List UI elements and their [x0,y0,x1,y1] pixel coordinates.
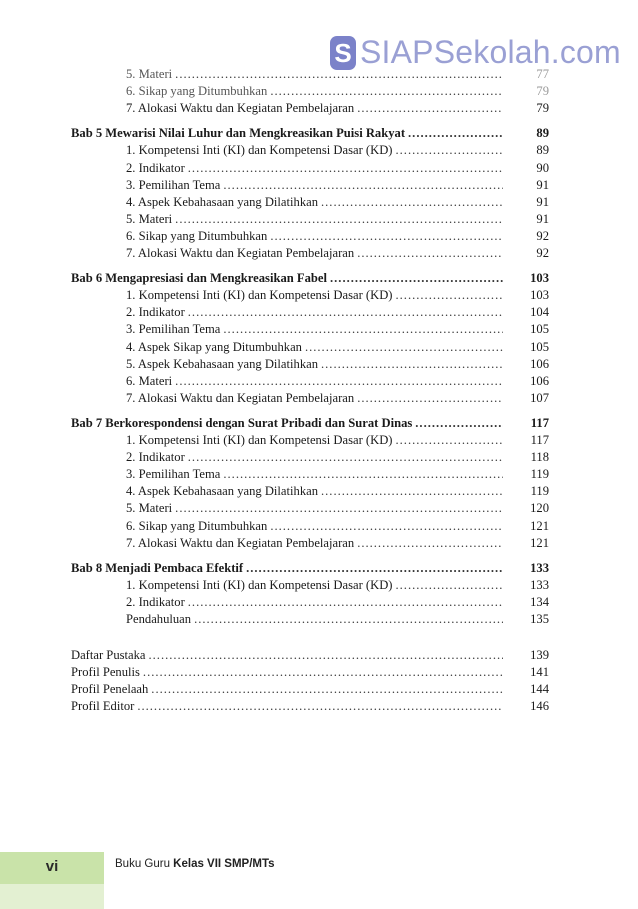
toc-page-number: 79 [536,84,549,99]
toc-entry-title: 1. Kompetensi Inti (KI) dan Kompetensi Dasar (KD) [126,143,393,158]
toc-entry-title: 1. Kompetensi Inti (KI) dan Kompetensi Dasar (KD) [126,577,393,592]
toc-leader-dots [175,500,503,516]
toc-entry-title: 6. Sikap yang Ditumbuhkan [126,518,268,533]
toc-section-entry[interactable] [126,211,506,227]
toc-leader-dots [194,611,503,627]
toc-page-number: 135 [530,612,549,626]
toc-page-number: 104 [530,305,549,320]
toc-page-number: 92 [536,246,549,260]
toc-page-number: 103 [530,271,549,286]
toc-entry-title: 4. Aspek Kebahasaan yang Dilatihkan [126,194,318,209]
toc-leader-dots [188,594,503,610]
toc-page-number: 79 [536,101,549,116]
toc-chapter-entry[interactable] [71,270,506,286]
toc-leader-dots [357,100,503,116]
toc-chapter-entry[interactable] [71,560,506,576]
toc-page-number: 141 [530,665,549,680]
toc-section-entry[interactable] [126,594,506,610]
toc-page-number: 117 [530,433,549,447]
toc-entry-title: 4. Aspek Kebahasaan yang Dilatihkan [126,484,318,499]
toc-leader-dots [188,160,503,176]
toc-entry-title: 7. Alokasi Waktu dan Kegiatan Pembelajaran [126,101,355,116]
toc-section-entry[interactable] [126,160,506,176]
toc-section-entry[interactable] [126,66,506,82]
toc-section-entry[interactable] [126,432,506,448]
toc-entry-title: 2. Indikator [126,160,185,175]
toc-section-entry[interactable] [126,194,506,210]
toc-entry-title: Bab 8 Menjadi Pembaca Efektif [71,560,244,575]
toc-entry-title: 5. Aspek Kebahasaan yang Dilatihkan [126,356,318,371]
toc-section-entry[interactable] [126,500,506,516]
running-footer [115,858,275,870]
toc-leader-dots [305,339,503,355]
toc-section-entry[interactable] [126,483,506,499]
book-title-prefix: Buku Guru [115,858,174,870]
toc-page-number: 103 [530,288,549,303]
toc-backmatter-entry[interactable] [71,681,506,697]
toc-section-entry[interactable] [126,390,506,406]
toc-entry-title: Bab 6 Mengapresiasi dan Mengkreasikan Fabel [71,271,327,286]
toc-leader-dots [321,483,503,499]
toc-entry-title: Daftar Pustaka [71,648,146,663]
toc-entry-title: 5. Materi [126,501,173,516]
toc-page-number: 117 [530,415,549,430]
toc-entry-title: 3. Pemilihan Tema [126,322,221,337]
toc-page-number: 105 [530,339,549,354]
toc-leader-dots [143,664,503,680]
toc-leader-dots [246,560,503,576]
toc-leader-dots [396,287,504,303]
toc-page-number: 89 [536,126,549,141]
toc-leader-dots [188,304,503,320]
toc-page-number: 91 [536,211,549,226]
toc-page-number: 89 [536,143,549,158]
toc-page-number: 144 [530,682,549,697]
page-number: vi [45,858,59,875]
toc-leader-dots [396,142,504,158]
toc-section-entry[interactable] [126,535,506,551]
toc-entry-title: 7. Alokasi Waktu dan Kegiatan Pembelajaran [126,535,355,550]
toc-section-entry[interactable] [126,287,506,303]
watermark-badge-icon: S [330,36,356,70]
toc-leader-dots [149,647,504,663]
toc-leader-dots [321,194,503,210]
toc-entry-title: Bab 7 Berkorespondensi dengan Surat Pribadi dan Surat Dinas [71,415,413,430]
toc-entry-title: Bab 5 Mewarisi Nilai Luhur dan Mengkreasikan Puisi Rakyat [71,126,406,141]
toc-section-entry[interactable] [126,339,506,355]
toc-page-number: 139 [530,648,549,663]
toc-page-number: 77 [536,67,549,81]
toc-page-number: 134 [530,594,549,609]
toc-leader-dots [151,681,503,697]
toc-leader-dots [223,177,503,193]
toc-leader-dots [175,373,503,389]
toc-entry-title: 7. Alokasi Waktu dan Kegiatan Pembelajaran [126,246,355,260]
toc-entry-title: 7. Alokasi Waktu dan Kegiatan Pembelajaran [126,390,355,405]
toc-chapter-entry[interactable] [71,415,506,431]
toc-entry-title: 2. Indikator [126,305,185,320]
toc-leader-dots [396,577,504,593]
toc-section-entry[interactable] [126,228,506,244]
toc-page-number: 107 [530,390,549,405]
toc-page-number: 105 [530,322,549,337]
toc-page-number: 119 [530,484,549,499]
toc-page-number: 106 [530,356,549,371]
toc-page-number: 91 [536,194,549,209]
toc-page-number: 121 [530,535,549,550]
toc-leader-dots [330,270,503,286]
toc-leader-dots [270,228,503,244]
toc-section-entry[interactable] [126,356,506,372]
toc-page-number: 90 [536,160,549,175]
toc-leader-dots [175,211,503,227]
toc-section-entry[interactable] [126,466,506,482]
toc-page-number: 146 [530,699,549,714]
toc-backmatter-entry[interactable] [71,664,506,680]
toc-backmatter-entry[interactable] [71,698,506,714]
toc-entry-title: 2. Indikator [126,450,185,465]
toc-section-entry[interactable] [126,577,506,593]
toc-entry-title: 1. Kompetensi Inti (KI) dan Kompetensi Dasar (KD) [126,288,393,303]
toc-page-number: 118 [530,450,549,465]
watermark-text: SIAPSekolah.com [360,34,621,70]
toc-section-entry[interactable] [126,304,506,320]
toc-leader-dots [223,321,503,337]
toc-section-entry[interactable] [126,449,506,465]
toc-leader-dots [223,466,503,482]
toc-section-entry[interactable] [126,611,506,627]
toc-page-number: 92 [536,228,549,243]
toc-entry-title: Profil Penulis [71,665,140,680]
toc-section-entry[interactable] [126,321,506,337]
toc-entry-title: Profil Penelaah [71,682,149,697]
toc-section-entry[interactable] [126,245,506,261]
toc-section-entry[interactable] [126,518,506,534]
toc-leader-dots [188,449,503,465]
toc-page-number: 119 [530,467,549,482]
toc-entry-title: 2. Indikator [126,594,185,609]
toc-entry-title: 4. Aspek Sikap yang Ditumbuhkan [126,339,302,354]
toc-leader-dots [270,83,503,99]
toc-leader-dots [270,518,503,534]
toc-section-entry[interactable] [126,142,506,158]
toc-page-number: 91 [536,177,549,192]
toc-chapter-entry[interactable] [71,125,506,141]
toc-leader-dots [137,698,503,714]
toc-page-number: 121 [530,518,549,533]
toc-entry-title: 5. Materi [126,67,173,81]
toc-section-entry[interactable] [126,177,506,193]
toc-entry-title: 6. Materi [126,373,173,388]
toc-entry-title: Profil Editor [71,699,135,714]
toc-leader-dots [408,125,503,141]
toc-page-number: 120 [530,501,549,516]
toc-leader-dots [357,245,503,261]
toc-section-entry[interactable] [126,100,506,116]
toc-section-entry[interactable] [126,373,506,389]
toc-leader-dots [396,432,504,448]
toc-entry-title: Pendahuluan [126,612,192,626]
book-title-class: Kelas VII SMP/MTs [173,858,275,870]
toc-entry-title: 3. Pemilihan Tema [126,177,221,192]
toc-page-number: 106 [530,373,549,388]
toc-section-entry[interactable] [126,83,506,99]
toc-entry-title: 6. Sikap yang Ditumbuhkan [126,84,268,99]
toc-page-number: 133 [530,560,549,575]
toc-leader-dots [321,356,503,372]
toc-entry-title: 6. Sikap yang Ditumbuhkan [126,228,268,243]
toc-entry-title: 5. Materi [126,211,173,226]
toc-leader-dots [357,390,503,406]
toc-page-number: 133 [530,577,549,592]
toc-entry-title: 1. Kompetensi Inti (KI) dan Kompetensi Dasar (KD) [126,433,393,447]
toc-backmatter-entry[interactable] [71,647,506,663]
toc-leader-dots [357,535,503,551]
toc-entry-title: 3. Pemilihan Tema [126,467,221,482]
toc-leader-dots [175,66,503,82]
toc-leader-dots [415,415,503,431]
